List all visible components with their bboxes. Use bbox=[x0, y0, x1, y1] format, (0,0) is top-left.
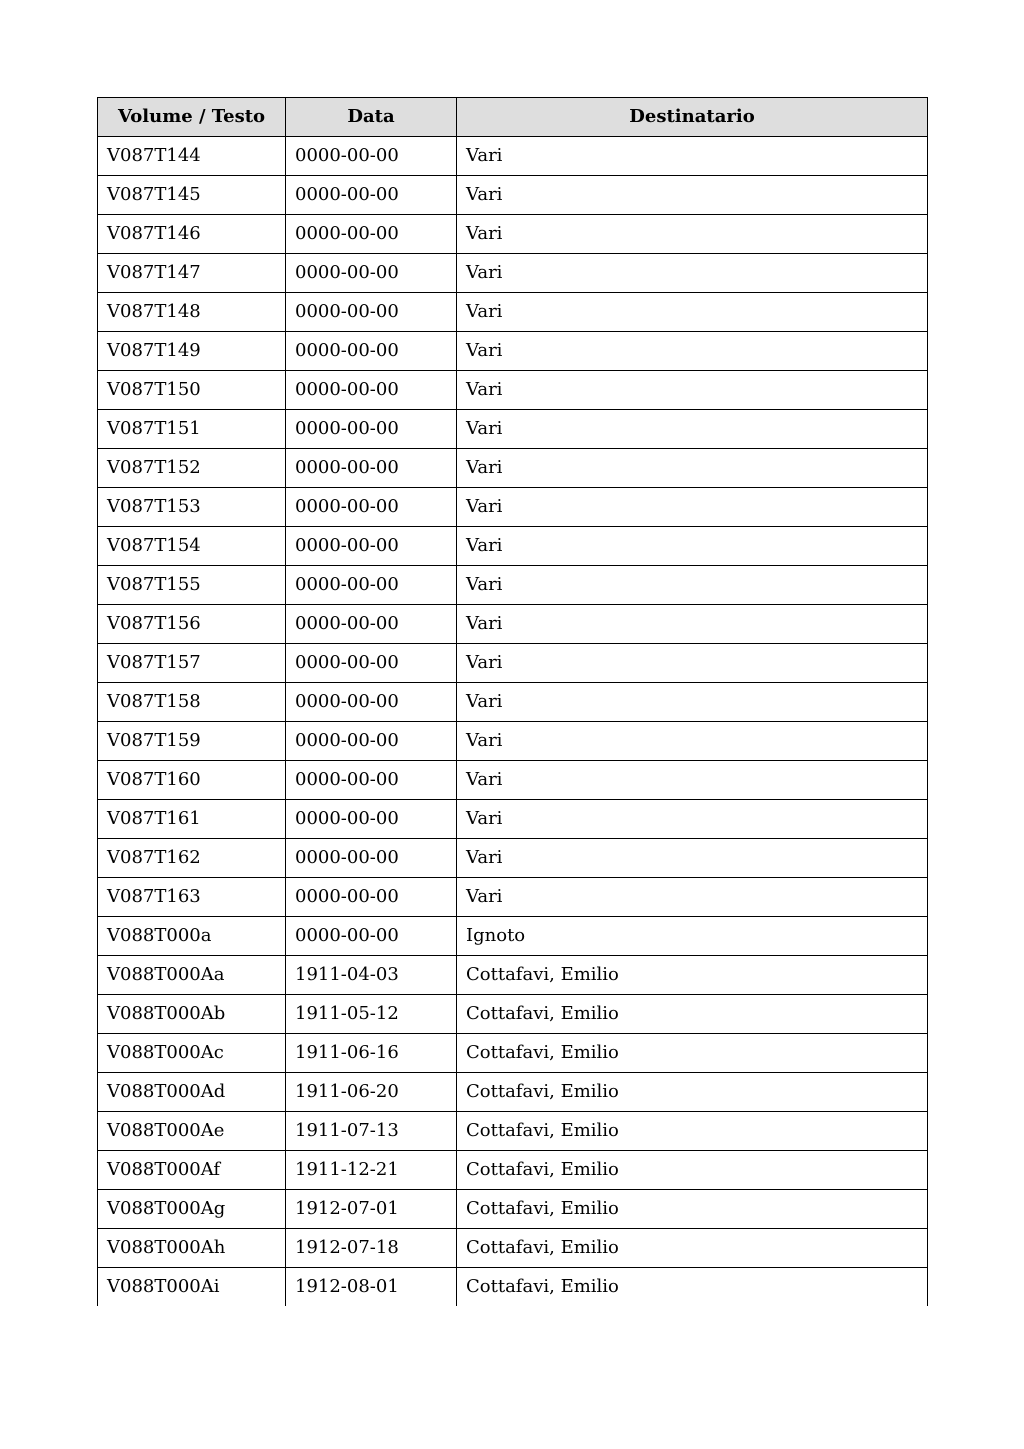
cell-destinatario: Cottafavi, Emilio bbox=[457, 1229, 928, 1268]
table-row bbox=[98, 254, 928, 293]
cell-volume-testo: V087T149 bbox=[98, 332, 286, 371]
cell-destinatario: Vari bbox=[457, 449, 928, 488]
cell-destinatario: Vari bbox=[457, 371, 928, 410]
cell-volume-testo: V087T160 bbox=[98, 761, 286, 800]
cell-data: 0000-00-00 bbox=[286, 254, 457, 293]
cell-data: 1912-07-01 bbox=[286, 1190, 457, 1229]
cell-volume-testo: V088T000Af bbox=[98, 1151, 286, 1190]
cell-destinatario: Cottafavi, Emilio bbox=[457, 1034, 928, 1073]
cell-volume-testo: V087T157 bbox=[98, 644, 286, 683]
cell-destinatario: Cottafavi, Emilio bbox=[457, 1112, 928, 1151]
column-header-data: Data bbox=[286, 98, 457, 137]
cell-data: 0000-00-00 bbox=[286, 605, 457, 644]
cell-data: 0000-00-00 bbox=[286, 761, 457, 800]
cell-data: 0000-00-00 bbox=[286, 293, 457, 332]
cell-data: 1911-12-21 bbox=[286, 1151, 457, 1190]
table-row bbox=[98, 527, 928, 566]
table-row bbox=[98, 332, 928, 371]
table-row bbox=[98, 488, 928, 527]
table-row bbox=[98, 1112, 928, 1151]
cell-data: 0000-00-00 bbox=[286, 137, 457, 176]
cell-destinatario: Vari bbox=[457, 644, 928, 683]
cell-destinatario: Vari bbox=[457, 761, 928, 800]
table-row bbox=[98, 605, 928, 644]
cell-volume-testo: V088T000Ab bbox=[98, 995, 286, 1034]
cell-volume-testo: V088T000a bbox=[98, 917, 286, 956]
table-row bbox=[98, 644, 928, 683]
cell-volume-testo: V087T161 bbox=[98, 800, 286, 839]
cell-volume-testo: V087T152 bbox=[98, 449, 286, 488]
cell-destinatario: Cottafavi, Emilio bbox=[457, 1151, 928, 1190]
cell-volume-testo: V087T148 bbox=[98, 293, 286, 332]
table-row bbox=[98, 761, 928, 800]
cell-destinatario: Vari bbox=[457, 839, 928, 878]
cell-volume-testo: V088T000Ai bbox=[98, 1268, 286, 1307]
cell-data: 0000-00-00 bbox=[286, 449, 457, 488]
cell-data: 1911-06-16 bbox=[286, 1034, 457, 1073]
cell-data: 0000-00-00 bbox=[286, 722, 457, 761]
cell-data: 0000-00-00 bbox=[286, 878, 457, 917]
table-row bbox=[98, 215, 928, 254]
table-row bbox=[98, 1268, 928, 1307]
cell-destinatario: Vari bbox=[457, 566, 928, 605]
header-row bbox=[98, 98, 928, 137]
cell-volume-testo: V087T146 bbox=[98, 215, 286, 254]
cell-data: 0000-00-00 bbox=[286, 683, 457, 722]
table-row bbox=[98, 176, 928, 215]
cell-data: 1911-04-03 bbox=[286, 956, 457, 995]
cell-destinatario: Vari bbox=[457, 722, 928, 761]
cell-destinatario: Vari bbox=[457, 332, 928, 371]
cell-data: 0000-00-00 bbox=[286, 800, 457, 839]
cell-volume-testo: V087T147 bbox=[98, 254, 286, 293]
cell-destinatario: Vari bbox=[457, 527, 928, 566]
column-header-destinatario: Destinatario bbox=[457, 98, 928, 137]
cell-volume-testo: V088T000Aa bbox=[98, 956, 286, 995]
table-row bbox=[98, 371, 928, 410]
cell-volume-testo: V087T151 bbox=[98, 410, 286, 449]
cell-volume-testo: V087T155 bbox=[98, 566, 286, 605]
table-header bbox=[98, 98, 928, 137]
cell-data: 1911-06-20 bbox=[286, 1073, 457, 1112]
cell-volume-testo: V087T153 bbox=[98, 488, 286, 527]
cell-destinatario: Cottafavi, Emilio bbox=[457, 1268, 928, 1307]
table-row bbox=[98, 1073, 928, 1112]
table-row bbox=[98, 995, 928, 1034]
cell-destinatario: Vari bbox=[457, 293, 928, 332]
cell-volume-testo: V087T162 bbox=[98, 839, 286, 878]
cell-data: 1912-08-01 bbox=[286, 1268, 457, 1307]
cell-destinatario: Vari bbox=[457, 215, 928, 254]
cell-data: 0000-00-00 bbox=[286, 371, 457, 410]
cell-destinatario: Cottafavi, Emilio bbox=[457, 956, 928, 995]
cell-volume-testo: V087T145 bbox=[98, 176, 286, 215]
cell-destinatario: Vari bbox=[457, 683, 928, 722]
cell-destinatario: Vari bbox=[457, 488, 928, 527]
cell-data: 0000-00-00 bbox=[286, 176, 457, 215]
cell-data: 0000-00-00 bbox=[286, 527, 457, 566]
cell-volume-testo: V088T000Ae bbox=[98, 1112, 286, 1151]
column-header-volume-testo: Volume / Testo bbox=[98, 98, 286, 137]
cell-destinatario: Vari bbox=[457, 605, 928, 644]
table-row bbox=[98, 683, 928, 722]
cell-data: 0000-00-00 bbox=[286, 215, 457, 254]
cell-data: 0000-00-00 bbox=[286, 410, 457, 449]
cell-data: 0000-00-00 bbox=[286, 332, 457, 371]
cell-volume-testo: V087T158 bbox=[98, 683, 286, 722]
cell-volume-testo: V087T144 bbox=[98, 137, 286, 176]
cell-destinatario: Vari bbox=[457, 410, 928, 449]
cell-volume-testo: V087T156 bbox=[98, 605, 286, 644]
table-row bbox=[98, 293, 928, 332]
table-row bbox=[98, 956, 928, 995]
table-row bbox=[98, 449, 928, 488]
table-row bbox=[98, 722, 928, 761]
cell-destinatario: Ignoto bbox=[457, 917, 928, 956]
cell-volume-testo: V087T163 bbox=[98, 878, 286, 917]
table-row bbox=[98, 800, 928, 839]
cell-destinatario: Cottafavi, Emilio bbox=[457, 1073, 928, 1112]
cell-destinatario: Vari bbox=[457, 176, 928, 215]
table-row bbox=[98, 839, 928, 878]
cell-volume-testo: V088T000Ah bbox=[98, 1229, 286, 1268]
cell-data: 0000-00-00 bbox=[286, 488, 457, 527]
cell-data: 0000-00-00 bbox=[286, 839, 457, 878]
table-row bbox=[98, 410, 928, 449]
cell-volume-testo: V087T150 bbox=[98, 371, 286, 410]
cell-destinatario: Cottafavi, Emilio bbox=[457, 995, 928, 1034]
table-row bbox=[98, 1151, 928, 1190]
table-row bbox=[98, 1034, 928, 1073]
table-row bbox=[98, 566, 928, 605]
table-row bbox=[98, 137, 928, 176]
cell-volume-testo: V088T000Ag bbox=[98, 1190, 286, 1229]
table-row bbox=[98, 1229, 928, 1268]
table-row bbox=[98, 1190, 928, 1229]
cell-destinatario: Vari bbox=[457, 137, 928, 176]
records-table bbox=[97, 97, 928, 1306]
cell-data: 0000-00-00 bbox=[286, 644, 457, 683]
cell-volume-testo: V088T000Ad bbox=[98, 1073, 286, 1112]
cell-destinatario: Cottafavi, Emilio bbox=[457, 1190, 928, 1229]
table-row bbox=[98, 917, 928, 956]
cell-data: 1912-07-18 bbox=[286, 1229, 457, 1268]
cell-data: 1911-07-13 bbox=[286, 1112, 457, 1151]
cell-data: 0000-00-00 bbox=[286, 917, 457, 956]
cell-destinatario: Vari bbox=[457, 800, 928, 839]
cell-destinatario: Vari bbox=[457, 254, 928, 293]
cell-destinatario: Vari bbox=[457, 878, 928, 917]
cell-volume-testo: V088T000Ac bbox=[98, 1034, 286, 1073]
cell-data: 0000-00-00 bbox=[286, 566, 457, 605]
cell-data: 1911-05-12 bbox=[286, 995, 457, 1034]
cell-volume-testo: V087T159 bbox=[98, 722, 286, 761]
table-row bbox=[98, 878, 928, 917]
cell-volume-testo: V087T154 bbox=[98, 527, 286, 566]
table-body bbox=[98, 137, 928, 1307]
